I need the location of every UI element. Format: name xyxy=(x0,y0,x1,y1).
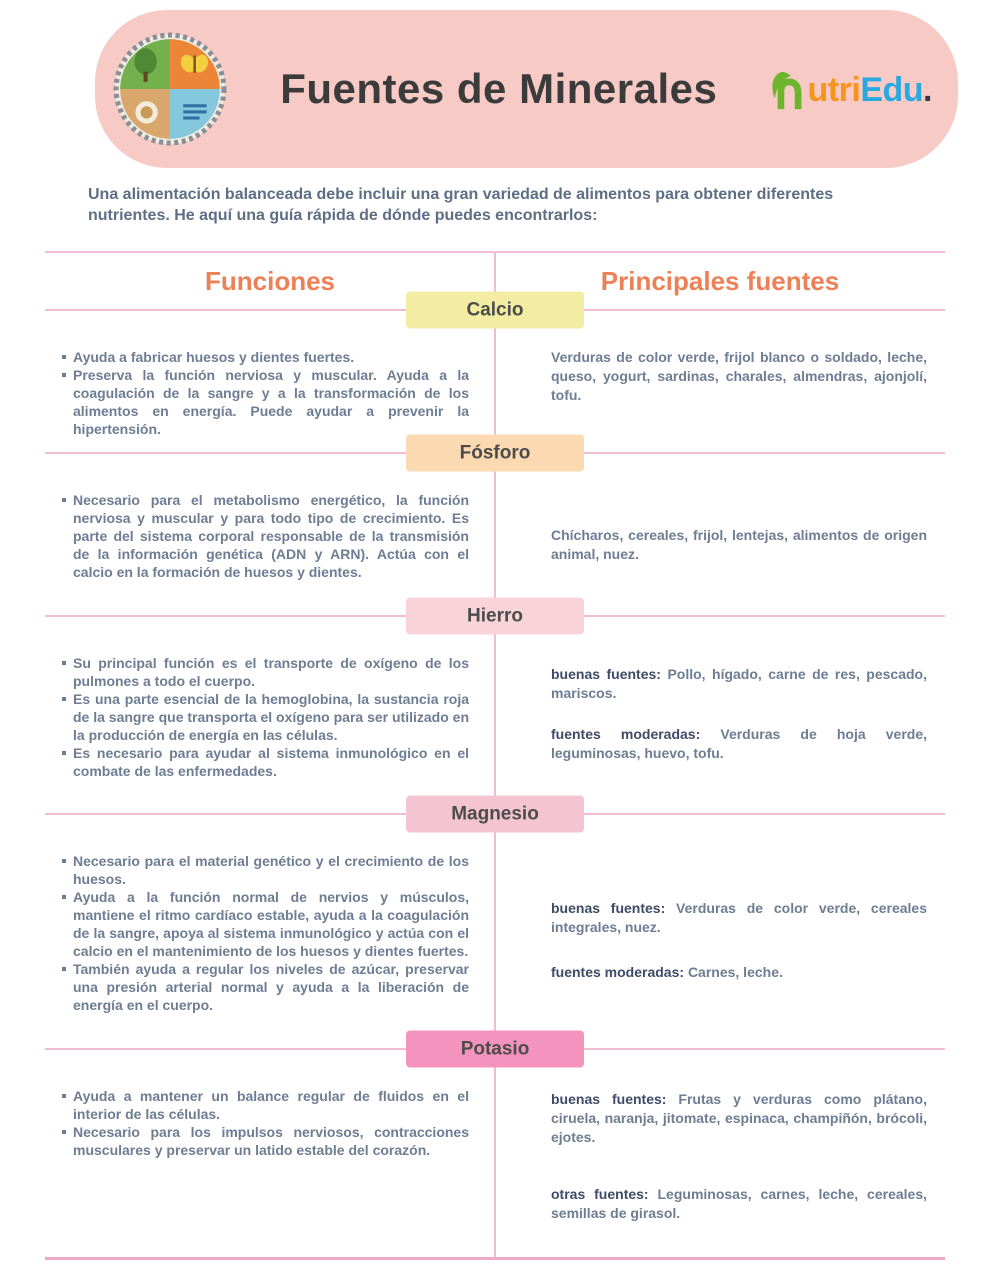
function-item: Ayuda a la función normal de nervios y músculos, mantiene el ritmo cardíaco estable, ayuda a la coagulación de la sangre, apoya al sistema inmunológico y actúa con el calcio en el mantenimiento de los huesos y dientes fuertes. xyxy=(62,888,469,960)
source-text: Chícharos, cereales, frijol, lentejas, alimentos de origen animal, nuez. xyxy=(551,527,927,562)
source-text: Frutas y verduras como plátano, ciruela, naranja, jitomate, espinaca, champiñón, brócoli, ejotes. xyxy=(551,1091,927,1145)
magnesio-sources xyxy=(495,815,945,1048)
section-magnesio xyxy=(45,803,945,1048)
function-item: Ayuda a mantener un balance regular de fluidos en el interior de las células. xyxy=(62,1087,469,1123)
function-item: Necesario para los impulsos nerviosos, contracciones musculares y preservar un latido estable del corazón. xyxy=(62,1123,469,1159)
calcio-sources xyxy=(495,311,945,452)
source-item xyxy=(551,348,927,405)
function-item: Es necesario para ayudar al sistema inmunológico en el combate de las enfermedades. xyxy=(62,744,469,780)
badge-fosforo: Fósforo xyxy=(406,435,584,472)
source-label: fuentes moderadas: xyxy=(551,964,685,980)
page-title: Fuentes de Minerales xyxy=(280,65,718,112)
nutriedu-logo xyxy=(769,69,932,110)
brand-edu: Edu xyxy=(860,70,924,109)
potasio-sources xyxy=(495,1050,945,1257)
column-header-funciones: Funciones xyxy=(204,265,335,296)
source-text: Verduras de color verde, cereales integrales, nuez. xyxy=(551,900,927,935)
section-hierro xyxy=(45,605,945,813)
source-text: Carnes, leche. xyxy=(687,964,783,980)
source-text: Verduras de color verde, frijol blanco o soldado, leche, queso, yogurt, sardinas, charales, almendras, ajonjolí, tofu. xyxy=(551,349,927,403)
source-text: Pollo, hígado, carne de res, pescado, mariscos. xyxy=(551,666,927,701)
magnesio-functions xyxy=(45,815,495,1048)
food-groups-logo xyxy=(111,30,229,148)
column-header-principales-fuentes: Principales fuentes xyxy=(600,265,840,296)
badge-magnesio: Magnesio xyxy=(406,796,584,833)
source-label: fuentes moderadas: xyxy=(551,726,701,742)
function-item: Es una parte esencial de la hemoglobina, la sustancia roja de la sangre que transporta el oxígeno para ser utilizado en la producción de energía en las células. xyxy=(62,690,469,744)
source-label: otras fuentes: xyxy=(551,1186,649,1202)
section-fosforo xyxy=(45,442,945,615)
brand-utri: utri xyxy=(807,70,861,109)
source-item xyxy=(551,899,927,937)
minerals-table xyxy=(45,251,945,1260)
section-potasio xyxy=(45,1038,945,1257)
source-item xyxy=(551,665,927,703)
function-item: Necesario para el metabolismo energético, la función nerviosa y muscular y para todo tipo de crecimiento. Es parte del sistema corporal responsable de la transmisión de la información genética (ADN y ARN). Actúa con el calcio en la formación de huesos y dientes. xyxy=(62,491,469,581)
source-label: buenas fuentes: xyxy=(551,666,661,682)
fosforo-sources xyxy=(495,454,945,615)
source-item xyxy=(551,963,927,982)
function-item: También ayuda a regular los niveles de azúcar, preservar una presión arterial normal y ayuda a la liberación de energía en el cuerpo. xyxy=(62,960,469,1014)
badge-potasio: Potasio xyxy=(406,1031,584,1068)
leaf-n-icon xyxy=(769,69,811,111)
source-item xyxy=(551,1185,927,1223)
brand-dot: . xyxy=(923,70,932,109)
intro-paragraph: Una alimentación balanceada debe incluir una gran variedad de alimentos para obtener diferentes nutrientes. He aquí una guía rápida de dónde puedes encontrarlos: xyxy=(88,186,834,224)
source-label: buenas fuentes: xyxy=(551,900,666,916)
function-item: Su principal función es el transporte de oxígeno de los pulmones a todo el cuerpo. xyxy=(62,654,469,690)
source-item xyxy=(551,1090,927,1147)
header-banner xyxy=(95,10,958,168)
calcio-functions xyxy=(45,311,495,452)
source-text: Leguminosas, carnes, leche, cereales, semillas de girasol. xyxy=(551,1186,928,1221)
source-label: buenas fuentes: xyxy=(551,1091,667,1107)
food-groups-medal-icon xyxy=(111,30,229,148)
fosforo-functions xyxy=(45,454,495,615)
source-item xyxy=(551,725,927,763)
hierro-sources xyxy=(495,617,945,813)
source-item xyxy=(551,526,927,564)
hierro-functions xyxy=(45,617,495,813)
source-text: Verduras de hoja verde, leguminosas, huevo, tofu. xyxy=(551,726,927,761)
section-calcio xyxy=(45,299,945,452)
badge-calcio: Calcio xyxy=(406,292,584,329)
function-item: Preserva la función nerviosa y muscular. Ayuda a la coagulación de la sangre y a la transformación de los alimentos en energía. Puede ayudar a prevenir la hipertensión. xyxy=(62,366,469,438)
function-item: Necesario para el material genético y el crecimiento de los huesos. xyxy=(62,852,469,888)
potasio-functions xyxy=(45,1050,495,1257)
function-item: Ayuda a fabricar huesos y dientes fuertes. xyxy=(62,348,469,366)
badge-hierro: Hierro xyxy=(406,598,584,635)
